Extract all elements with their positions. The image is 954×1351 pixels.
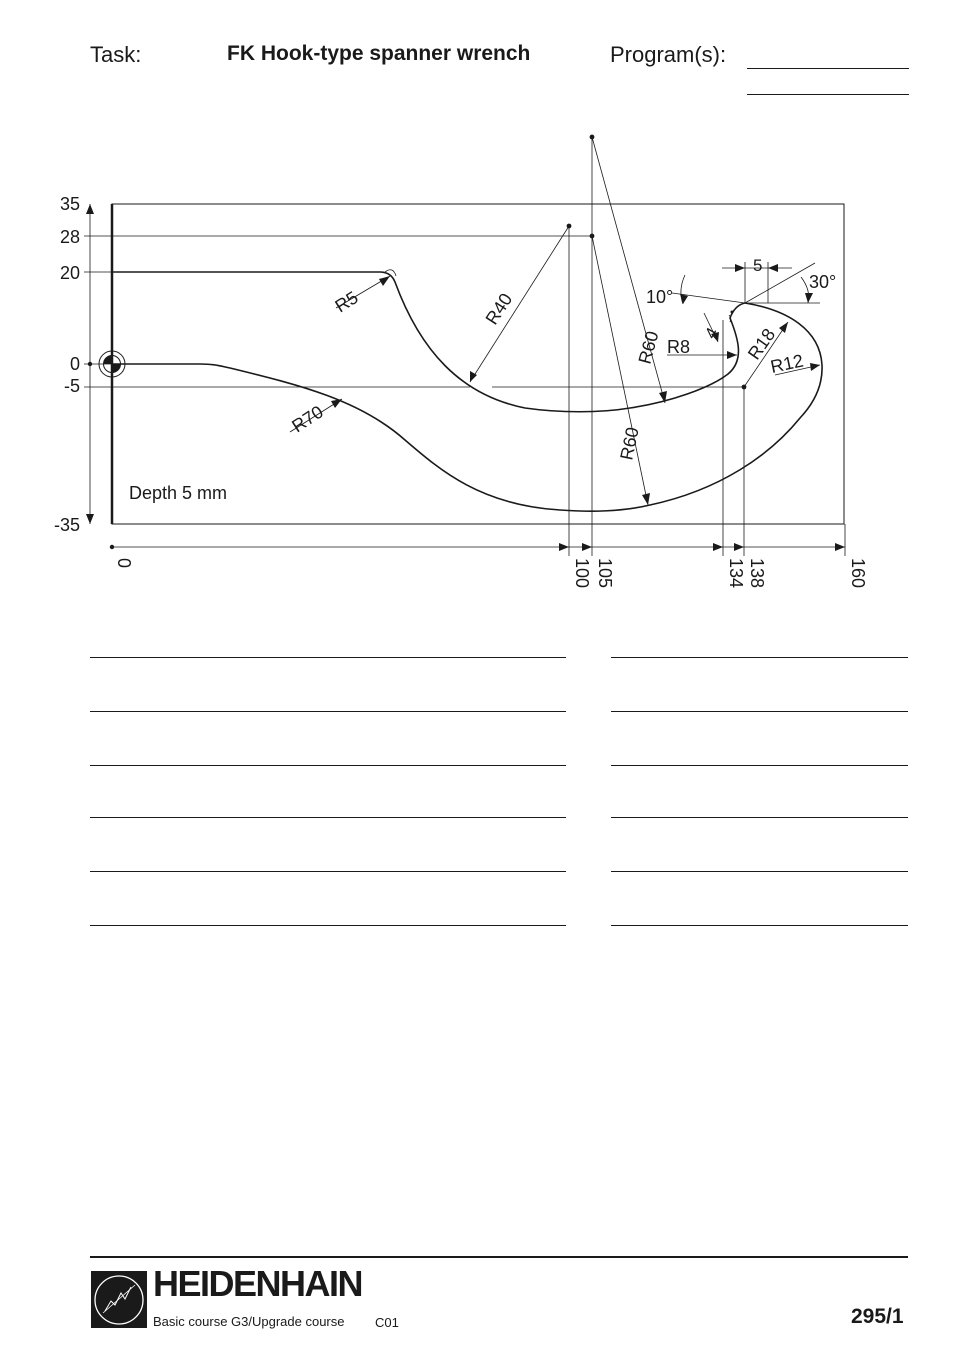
dim-y-28: 28 xyxy=(59,227,80,247)
radius-label-r40: R40 xyxy=(481,289,517,329)
writing-line[interactable] xyxy=(611,711,908,712)
dim-x-160: 160 xyxy=(848,558,868,589)
depth-note: Depth 5 mm xyxy=(129,483,228,503)
task-title: FK Hook-type spanner wrench xyxy=(227,42,531,65)
blank-outline xyxy=(112,204,844,524)
r60-lower-line xyxy=(592,236,648,505)
angle-label-10: 10° xyxy=(646,287,674,307)
dim-x-134: 134 xyxy=(726,558,746,589)
writing-line[interactable] xyxy=(90,817,566,818)
writing-line[interactable] xyxy=(90,711,566,712)
dim-x-0: 0 xyxy=(114,558,134,569)
dim-y-minus5: -5 xyxy=(63,376,80,396)
part-contour xyxy=(112,272,822,511)
technical-drawing xyxy=(0,0,954,620)
radius-label-r18: R18 xyxy=(743,324,780,364)
angle-label-30: 30° xyxy=(809,272,837,292)
dim-x-138: 138 xyxy=(747,558,767,589)
heidenhain-logo-icon xyxy=(91,1271,147,1328)
brand-name: HEIDENHAIN xyxy=(153,1263,363,1304)
dim-label-5: 5 xyxy=(753,256,763,275)
writing-line[interactable] xyxy=(90,925,566,926)
writing-line[interactable] xyxy=(90,765,566,766)
r40-line xyxy=(470,226,569,382)
task-label: Task: xyxy=(90,42,142,67)
dim-y-20: 20 xyxy=(59,263,80,283)
dim-y-0: 0 xyxy=(69,354,80,374)
radius-label-r12: R12 xyxy=(768,350,806,377)
programs-label: Program(s): xyxy=(610,42,727,67)
radius-label-r60-lower: R60 xyxy=(616,425,643,462)
radius-label-r70: R70 xyxy=(288,401,327,437)
dim-y-35: 35 xyxy=(59,194,80,214)
dim-x-100: 100 xyxy=(572,558,592,589)
writing-line[interactable] xyxy=(90,871,566,872)
dim-y-minus35: -35 xyxy=(53,515,80,535)
page-number: 295/1 xyxy=(851,1305,904,1328)
radius-label-r8: R8 xyxy=(667,337,691,357)
writing-line[interactable] xyxy=(611,871,908,872)
writing-line[interactable] xyxy=(611,765,908,766)
dim-label-4: 4 xyxy=(701,324,723,342)
course-code: C01 xyxy=(375,1315,399,1330)
writing-line[interactable] xyxy=(611,657,908,658)
course-name: Basic course G3/Upgrade course xyxy=(153,1314,345,1329)
writing-line[interactable] xyxy=(90,657,566,658)
dim-x-105: 105 xyxy=(595,558,615,589)
radius-label-r5: R5 xyxy=(331,287,362,317)
writing-line[interactable] xyxy=(611,925,908,926)
footer-rule xyxy=(90,1256,908,1258)
writing-line[interactable] xyxy=(611,817,908,818)
radius-label-r60-upper: R60 xyxy=(634,328,663,367)
